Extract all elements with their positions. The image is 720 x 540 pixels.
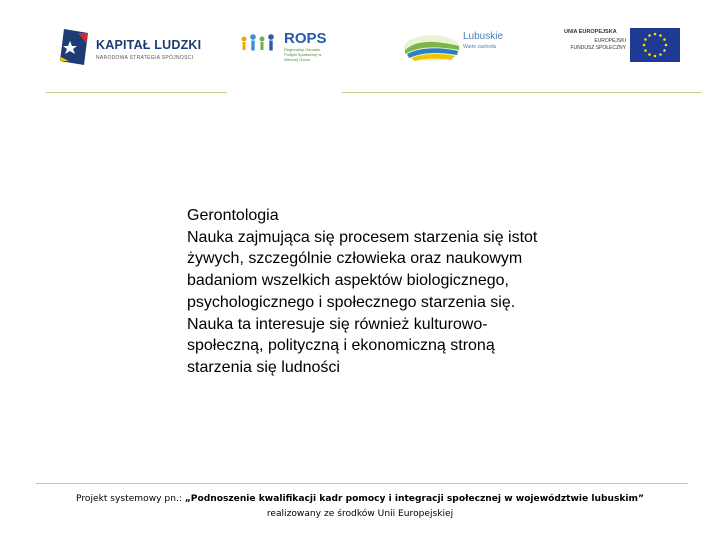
footer-line1 bbox=[0, 492, 720, 507]
eu-subtitle bbox=[560, 38, 626, 51]
lubuskie-landscape-icon bbox=[403, 32, 461, 64]
header-rule-left bbox=[46, 92, 227, 93]
definition-text: Nauka zajmująca się procesem starzenia się istot żywych, szczególnie człowieka oraz naukowym badaniom wszelkich aspektów biologicznego, psychologicznego i społecznego starzenia się. Nauka ta interesuje się również kulturowo-społeczną, polityczną i ekonomiczną stroną starzenia się ludności bbox=[187, 228, 538, 376]
main-text bbox=[187, 205, 547, 379]
rops-logo bbox=[240, 28, 340, 66]
footer-project-name: „Podnoszenie kwalifikacji kadr pomocy i integracji społecznej w województwie lubuskim” bbox=[184, 494, 644, 504]
rops-figures-icon bbox=[240, 32, 282, 54]
kapital-ludzki-title: KAPITAŁ LUDZKI bbox=[96, 38, 202, 52]
eu-subtitle-line2: FUNDUSZ SPOŁECZNY bbox=[570, 44, 626, 51]
logo-bar bbox=[0, 0, 720, 92]
lubuskie-subtitle: Warte zachodu bbox=[463, 44, 497, 50]
lubuskie-logo bbox=[403, 30, 513, 66]
eu-logo bbox=[560, 28, 680, 64]
footer-rule bbox=[36, 483, 688, 484]
rops-title: ROPS bbox=[284, 30, 327, 47]
kapital-ludzki-logo bbox=[58, 27, 208, 67]
eu-flag-icon bbox=[630, 28, 680, 62]
footer bbox=[0, 492, 720, 522]
lubuskie-title: Lubuskie bbox=[463, 31, 504, 42]
footer-prefix: Projekt systemowy pn.: bbox=[76, 494, 185, 504]
eu-title: UNIA EUROPEJSKA bbox=[564, 29, 617, 35]
eu-subtitle-line1: EUROPEJSKI bbox=[594, 38, 626, 44]
footer-line2: realizowany ze środków Unii Europejskiej bbox=[266, 509, 454, 519]
kapital-ludzki-star-icon bbox=[58, 27, 94, 67]
kapital-ludzki-subtitle: NARODOWA STRATEGIA SPÓJNOŚCI bbox=[96, 55, 194, 61]
topic-heading: Gerontologia bbox=[187, 207, 279, 224]
header-rule-right bbox=[342, 92, 702, 93]
rops-subtitle: Regionalny Ośrodek Polityki Społecznej w Zielonej Górze bbox=[284, 47, 322, 62]
